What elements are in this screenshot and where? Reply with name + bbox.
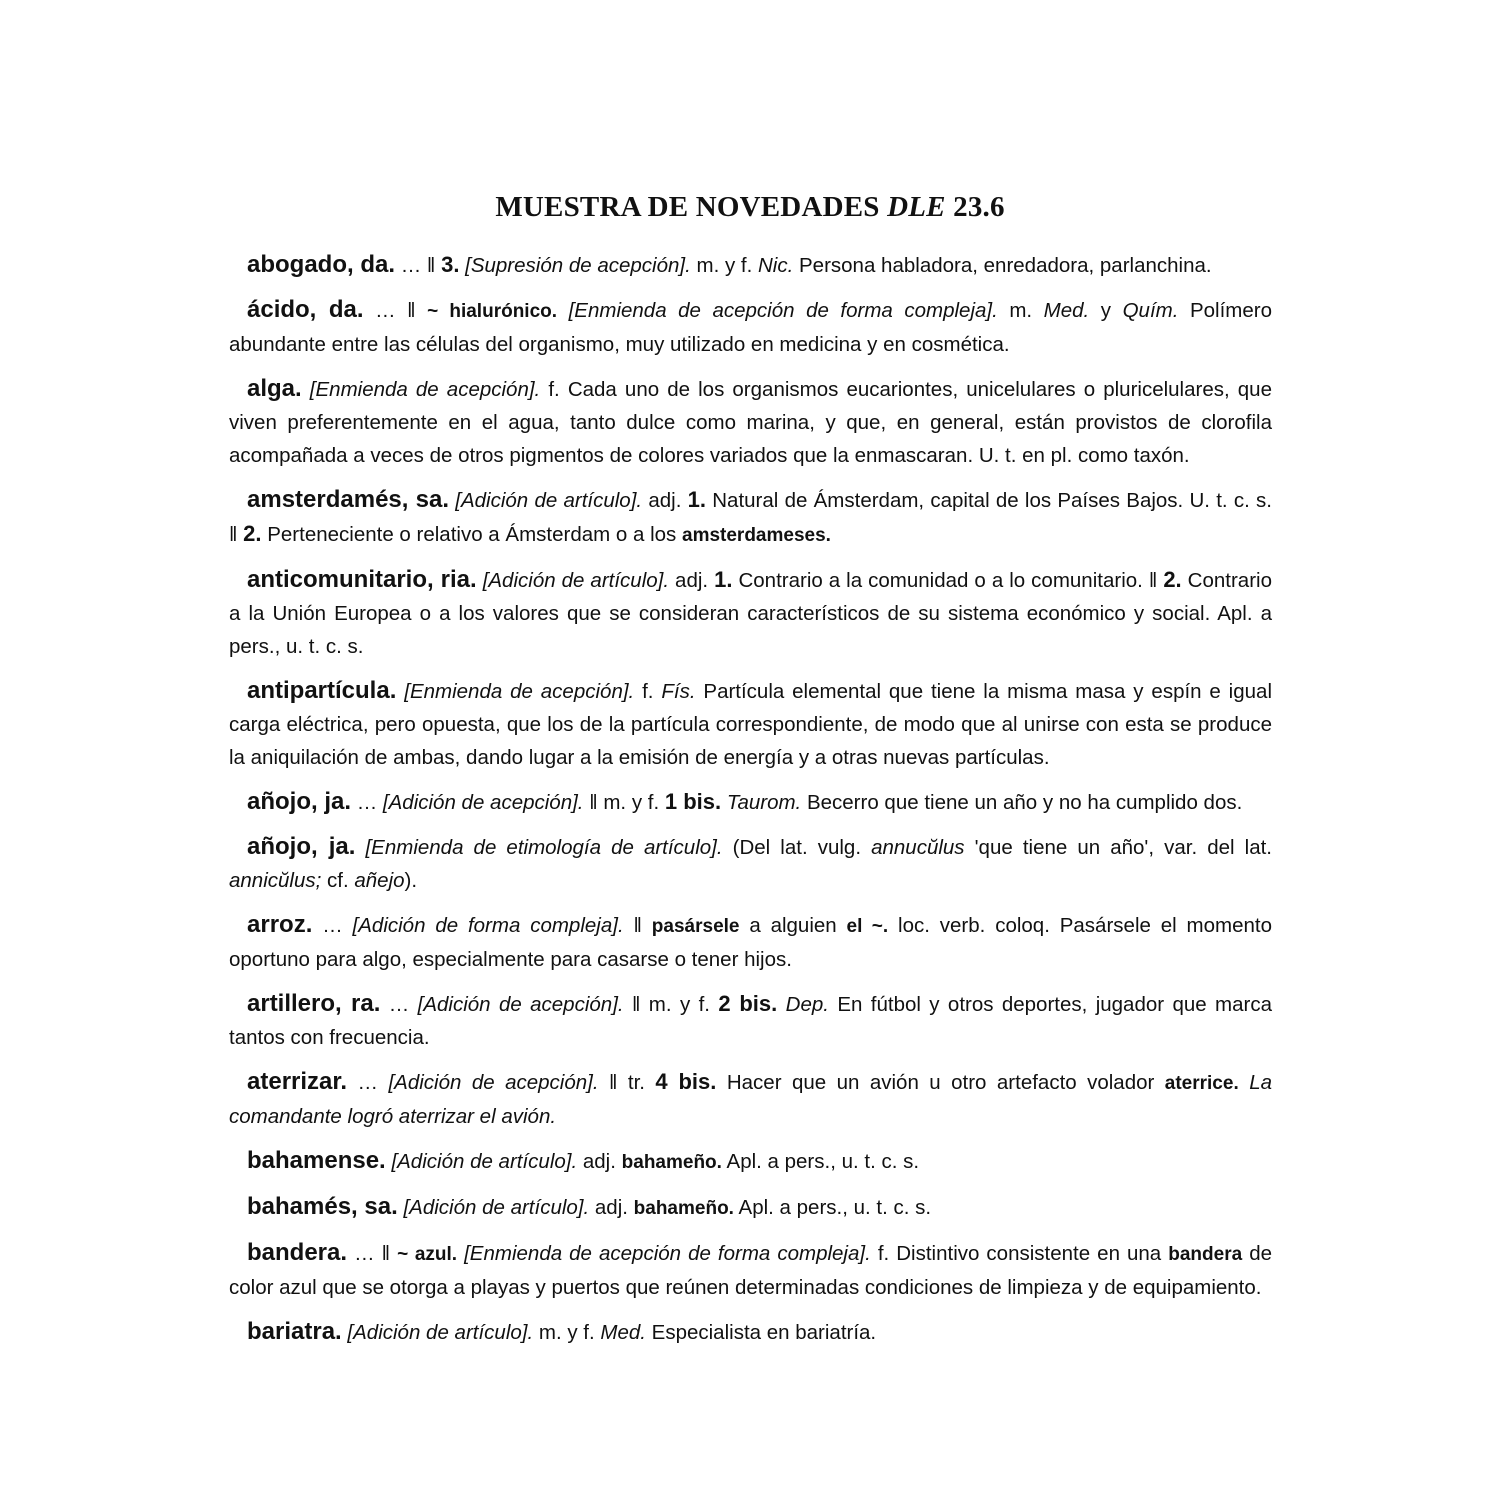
headword: alga. — [247, 375, 302, 402]
text: de color azul que se otorga a playas y puertos que reúnen determinadas condiciones de limpieza y de equipamiento. — [229, 1242, 1273, 1299]
bold-term: ~ azul. — [397, 1244, 458, 1265]
text: y — [1089, 299, 1123, 322]
sense-number: 1 bis. — [664, 789, 722, 814]
italic-text: annucŭlus — [871, 836, 965, 859]
text: adj. — [642, 489, 688, 512]
italic-text: [Supresión de acepción]. — [465, 254, 691, 277]
bold-term: aterrice. — [1164, 1073, 1239, 1094]
text: Contrario a la comunidad o a lo comunitario. ‖ — [732, 569, 1164, 592]
italic-text: [Adición de artículo]. — [482, 569, 670, 592]
text: Apl. a pers., u. t. c. s. — [721, 1150, 920, 1173]
italic-text: annicŭlus; — [229, 869, 322, 892]
text: (Del lat. vulg. — [722, 836, 872, 859]
text: loc. verb. coloq. Pasársele el momento oportuno para algo, especialmente para casarse o tener hijos. — [229, 914, 1272, 971]
headword: bahamense. — [247, 1147, 386, 1174]
text: f. Cada uno de los organismos eucariontes, unicelulares o pluricelulares, que viven preferentemente en el agua, tanto dulce como marina, y que, en general, están provistos de clorofila acompañada a veces de otros pigmentos de colores variados que la enmascaran. U. t. en pl. como taxón. — [229, 378, 1272, 467]
italic-text: [Adición de artículo]. — [455, 489, 643, 512]
text: … — [312, 914, 353, 937]
text: … — [380, 993, 418, 1016]
headword: abogado, da. — [247, 251, 396, 278]
italic-text: añejo — [354, 869, 405, 892]
text: Contrario a la Unión Europea o a los valores que se consideran característicos de su sistema económico y social. Apl. a pers., u. t. c. s. — [229, 569, 1272, 658]
italic-text: [Enmienda de etimología de artículo]. — [365, 836, 723, 859]
dictionary-entry — [229, 785, 1272, 819]
italic-text: Med. — [1043, 299, 1090, 322]
page-title — [0, 191, 1500, 224]
text: … — [351, 791, 383, 814]
italic-text: [Enmienda de acepción]. — [309, 378, 541, 401]
italic-text: Quím. — [1122, 299, 1179, 322]
italic-text: [Adición de artículo]. — [347, 1321, 534, 1344]
italic-text: [Adición de artículo]. — [403, 1196, 590, 1219]
headword: ácido, da. — [247, 296, 364, 323]
text: En fútbol y otros deportes, jugador que marca tantos con frecuencia. — [229, 993, 1272, 1049]
dictionary-entry — [229, 1065, 1272, 1133]
italic-text: [Adición de forma compleja]. — [352, 914, 624, 937]
dictionary-entry — [229, 483, 1272, 552]
sense-number: 1. — [687, 487, 707, 512]
text: m. — [997, 299, 1044, 322]
italic-text: Taurom. — [726, 791, 802, 814]
text: f. — [634, 680, 662, 703]
title-main: MUESTRA DE NOVEDADES — [495, 191, 888, 224]
text: adj. — [577, 1150, 622, 1173]
text: ‖ m. y f. — [623, 993, 719, 1016]
sense-number: 2. — [243, 521, 262, 546]
sense-number: 4 bis. — [655, 1069, 717, 1094]
dictionary-entry — [229, 987, 1272, 1054]
text: Hacer que un avión u otro artefacto volador — [716, 1071, 1165, 1094]
headword: antipartícula. — [247, 677, 397, 704]
headword: bariatra. — [247, 1318, 342, 1345]
italic-text: [Adición de acepción]. — [417, 993, 624, 1016]
sense-number: 2 bis. — [718, 991, 778, 1016]
sense-number: 1. — [714, 567, 733, 592]
text — [355, 836, 365, 859]
headword: amsterdamés, sa. — [247, 486, 450, 513]
dictionary-entry — [229, 1144, 1272, 1179]
bold-term: el ~. — [846, 916, 889, 937]
text: ‖ tr. — [598, 1071, 656, 1094]
text: ‖ m. y f. — [583, 791, 665, 814]
text: adj. — [669, 569, 715, 592]
dictionary-entry — [229, 563, 1272, 663]
text: ). — [404, 869, 418, 892]
sense-number: 2. — [1163, 567, 1182, 592]
headword: aterrizar. — [247, 1068, 348, 1095]
italic-text: [Adición de acepción]. — [388, 1071, 599, 1094]
headword: bandera. — [247, 1239, 348, 1266]
text: Partícula elemental que tiene la misma masa y espín e igual carga eléctrica, pero opuesta, que los de la partícula correspondiente, de modo que al unirse con esta se produce la aniquilación de ambas, dando lugar a la emisión de energía y a otras nuevas partículas. — [229, 680, 1272, 769]
italic-text: Fís. — [661, 680, 696, 703]
headword: añojo, ja. — [247, 788, 352, 815]
text: Apl. a pers., u. t. c. s. — [733, 1196, 932, 1219]
dictionary-entry — [229, 908, 1272, 976]
bold-term: ~ hialurónico. — [427, 301, 558, 322]
headword: añojo, ja. — [247, 833, 356, 860]
italic-text: La comandante logró aterrizar el avión. — [229, 1071, 1272, 1128]
text: Perteneciente o relativo a Ámsterdam o a los — [261, 523, 682, 546]
headword: arroz. — [247, 911, 313, 938]
text: … — [347, 1071, 389, 1094]
text: m. y f. — [533, 1321, 601, 1344]
italic-text: [Adición de artículo]. — [391, 1150, 578, 1173]
text: … ‖ — [363, 299, 428, 322]
italic-text: Dep. — [785, 993, 829, 1016]
text: Persona habladora, enredadora, parlanchina. — [793, 254, 1212, 277]
italic-text: [Enmienda de acepción de forma compleja]. — [568, 299, 998, 322]
text: cf. — [321, 869, 355, 892]
italic-text: [Enmienda de acepción de forma compleja]. — [464, 1242, 871, 1265]
dictionary-entry — [229, 372, 1272, 472]
text: Polímero abundante entre las células del organismo, muy utilizado en medicina y en cosmética. — [229, 299, 1272, 356]
dictionary-entry — [229, 830, 1272, 897]
italic-text: [Adición de acepción]. — [382, 791, 584, 814]
text: m. y f. — [690, 254, 758, 277]
text — [777, 993, 785, 1016]
bold-term: bahameño. — [621, 1152, 722, 1173]
bold-term: bahameño. — [633, 1198, 734, 1219]
headword: bahamés, sa. — [247, 1193, 398, 1220]
text: Becerro que tiene un año y no ha cumplido dos. — [801, 791, 1243, 814]
text — [302, 378, 310, 401]
italic-text: Nic. — [758, 254, 794, 277]
text — [1239, 1071, 1249, 1094]
text: Natural de Ámsterdam, capital de los Países Bajos. U. t. c. s. ‖ — [229, 489, 1272, 546]
title-version: 23.6 — [945, 191, 1005, 224]
headword: anticomunitario, ria. — [247, 566, 477, 593]
text: Especialista en bariatría. — [645, 1321, 877, 1344]
text: … ‖ — [395, 254, 442, 277]
bold-term: pasársele — [651, 916, 740, 937]
text: a alguien — [739, 914, 847, 937]
bold-term: bandera — [1168, 1244, 1243, 1265]
dictionary-entry — [229, 293, 1272, 361]
dictionary-entry — [229, 248, 1272, 282]
dictionary-entry — [229, 674, 1272, 774]
dictionary-entries — [229, 248, 1272, 1360]
text: f. Distintivo consistente en una — [870, 1242, 1169, 1265]
bold-term: amsterdameses. — [682, 525, 831, 546]
dictionary-entry — [229, 1236, 1272, 1304]
headword: artillero, ra. — [247, 990, 381, 1017]
text: … ‖ — [347, 1242, 398, 1265]
dictionary-entry — [229, 1190, 1272, 1225]
sense-number: 3. — [441, 252, 460, 277]
title-italic: DLE — [887, 191, 946, 224]
dictionary-entry — [229, 1315, 1272, 1349]
text: 'que tiene un año', var. del lat. — [964, 836, 1272, 859]
text — [557, 299, 569, 322]
italic-text: Med. — [600, 1321, 646, 1344]
text: adj. — [589, 1196, 634, 1219]
italic-text: [Enmienda de acepción]. — [404, 680, 635, 703]
text: ‖ — [623, 914, 652, 937]
